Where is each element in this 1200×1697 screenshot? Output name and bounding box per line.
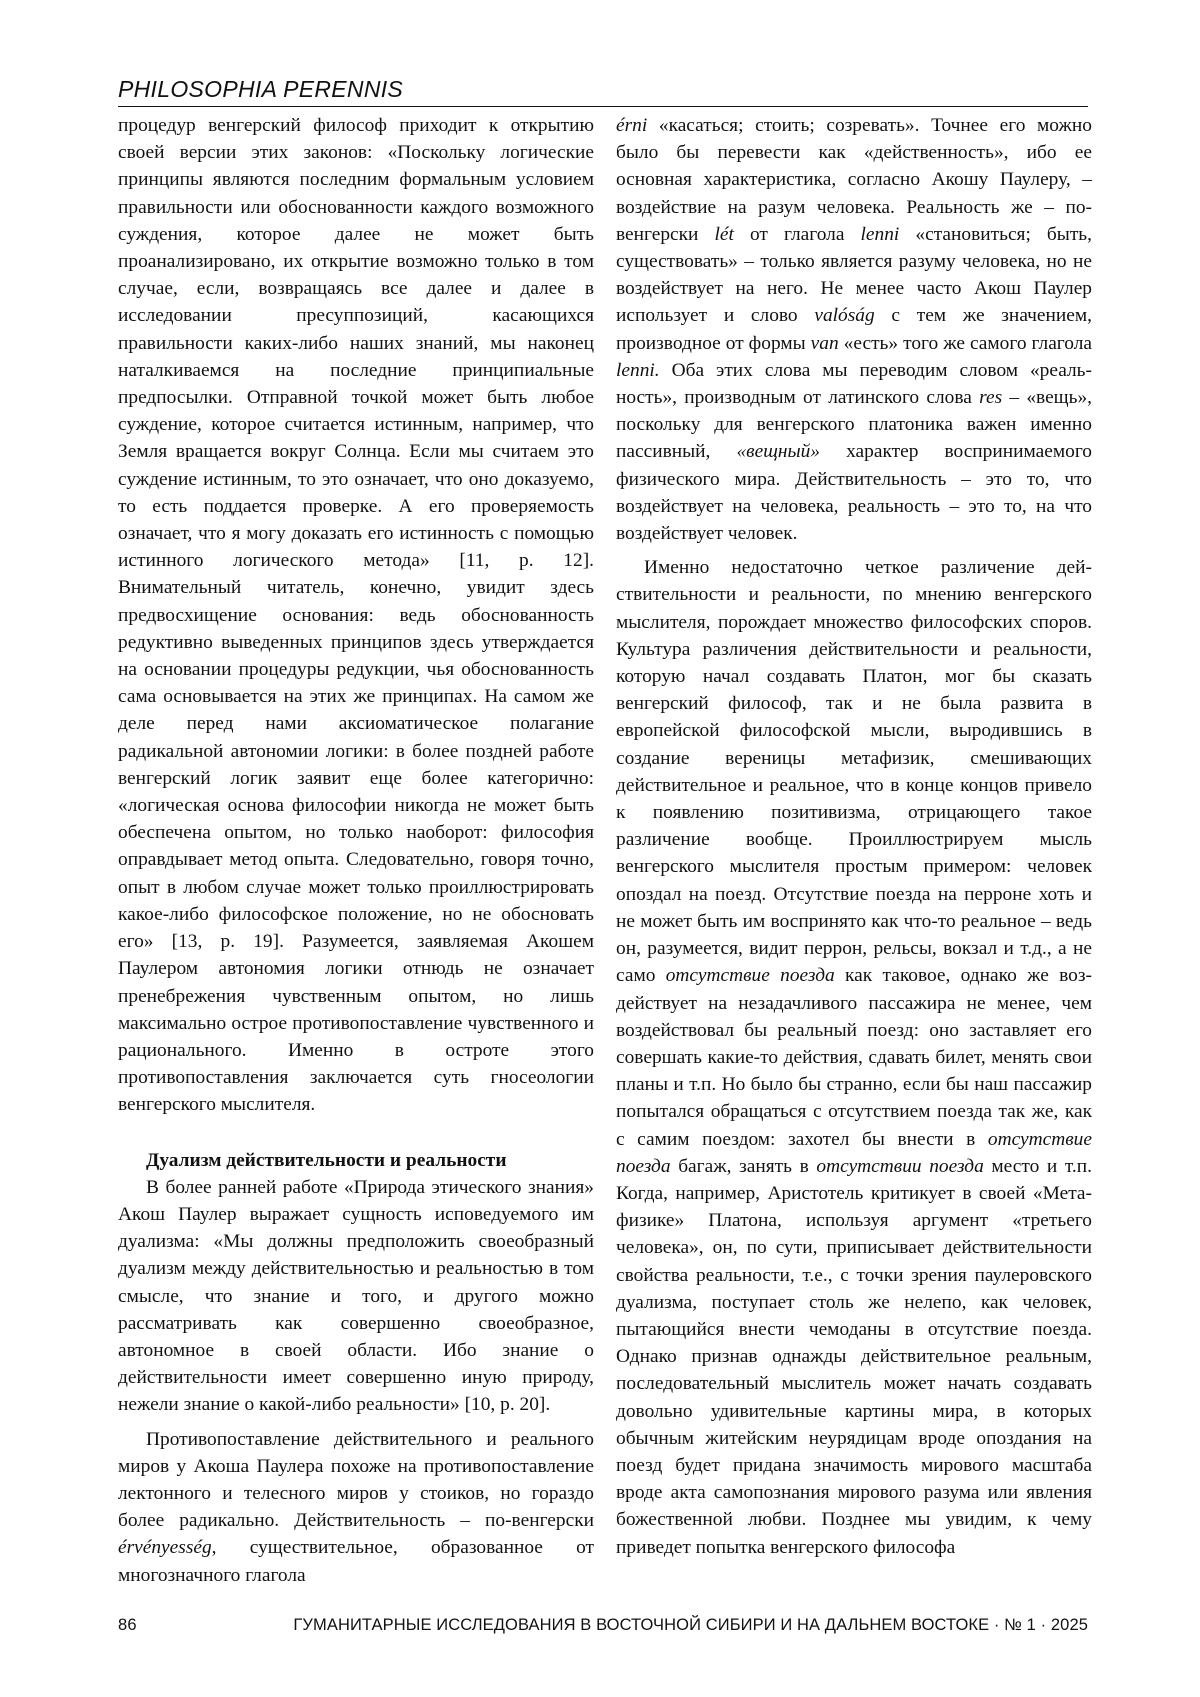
right-paragraph-1 — [616, 112, 1092, 547]
emphasis-term: отсутствие поезда — [665, 965, 835, 987]
page-footer — [118, 1616, 1088, 1635]
text-run: , существительное, образованное от многозначного глагола — [118, 1537, 594, 1586]
right-paragraph-2 — [616, 554, 1092, 1561]
left-paragraph-1: процедур венгерский философ приходит к открытию своей версии этих законов: «Поскольку логические принципы являются последним формальным условием правильности или обоснованности каждого возможного суждения, которое далее не может быть проанализировано, их открытие возможно только в том случае, если, возвращаясь все далее и далее в исследовании пресуппозиций, касающихся правильности каких-либо наших знаний, мы наконец наталкиваемся на последние принципиальные предпосылки. Отправной точкой может быть любое суждение, которое считается истинным, например, что Земля вращается вокруг Солнца. Если мы считаем это суждение истинным, то это означает, что оно доказуемо, то есть поддается проверке. А его проверяемость означает, что я могу доказать его истинность с помощью истинного логического метода» [11, p. 12]. Внимательный читатель, конечно, увидит здесь предвосхищение основания: ведь обоснованность редуктивно выведенных принципов здесь утверждается на основании процедуры редукции, чья обоснованность сама основывается на этих же принципах. На самом же деле перед нами аксиоматическое полагание радикальной автономии логики: в более поздней работе венгерский логик заявит еще более категорично: «логическая основа философии никогда не может быть обеспечена опытом, но только наоборот: философия оправдывает метод опыта. Следовательно, говоря точно, опыт в любом случае может только проиллюстрировать какое-либо философское положение, но не обосновать его» [13, p. 19]. Разумеется, заявляемая Акошем Паулером автономия логики отнюдь не означает пренебрежения чувственным опытом, но лишь максимально острое противопоставление чувственного и рационального. Именно в остроте этого противопоставления заключается суть гносеологии венгерского мыслителя. — [118, 115, 594, 1116]
running-title: PHILOSOPHIA PERENNIS — [118, 76, 404, 102]
header-rule — [118, 106, 1088, 107]
left-column — [118, 112, 594, 1589]
text-run: Именно недостаточно четкое различение действительности и реальности, по мнению венгерского мыслителя, порождает множество философских споров. Культура различения действительности и реальности, которую начал создавать Платон, мог бы сказать венгерский философ, так и не была развита в европейской философской мысли, выродившись в создание вереницы метафизик, смешивающих действительное и реальное, что в конце концов привело к появлению позитивизма, отрицающего такое различение вообще. Проиллюстрируем мысль венгерского мыслителя простым примером: человек опоздал на поезд. Отсутствие поезда на перроне хоть и не может быть им воспринято как что-то реальное – ведь он, разумеется, видит перрон, рельсы, вокзал и т.д., а не само — [616, 557, 1092, 987]
text-run: с тем же значением, производное от формы — [616, 305, 1092, 354]
hungarian-term: van — [810, 332, 839, 354]
hungarian-term: valóság — [814, 305, 875, 327]
hungarian-term: lenni — [860, 223, 900, 245]
hungarian-term: érvényesség — [118, 1537, 212, 1559]
text-run: характер воспринимаемого физического мира. Действительность – это то, что воздействует на человека, реальность – это то, на что воздействует человек. — [616, 441, 1092, 545]
section-heading: Дуализм действительности и реальности — [146, 1149, 507, 1171]
text-run: Оба этих слова мы переводим словом «реальность», производным от латинского слова — [616, 359, 1092, 409]
text-run: «есть» того же самого глагола — [838, 332, 1092, 354]
text-run: как таковое, однако же воздействует на незадачливого пассажира не менее, чем воздействовал бы реальный поезд: оно заставляет его совершать какие-то действия, сдавать билет, менять свои планы и т.п. Но было бы странно, если бы наш пассажир попытался обращаться с отсутствием поезда так же, как с самим поездом: захотел бы внести в — [616, 965, 1093, 1150]
latin-term: res — [979, 387, 1003, 409]
text-run: «становиться; быть, существовать» – только является разуму человека, но не воздействует на него. Не менее часто Акош Паулер использует и слово — [616, 223, 1092, 327]
page-number: 86 — [118, 1616, 137, 1634]
emphasis-term: «вещный» — [736, 441, 820, 463]
text-run: место и т.п. Когда, например, Аристотель критикует в своей «Метафизике» Платона, используя аргумент «третьего человека», он, по сути, приписывает действительности свойства реальности, т.е., с точки зрения паулеровского дуализма, поступает столь же нелепо, как человек, пытающийся внести чемоданы в отсутствие поезда. Однако признав однажды действительное реальным, последовательный мыслитель может начать создавать довольно удивительные картины мира, в которых обычным житейским неурядицам вроде опоздания на поезд будет придана значимость мирового масштаба вроде акта самопознания мирового разума или явления божественной любви. Позднее мы увидим, к чему приведет попытка венгерского философа — [616, 1155, 1093, 1558]
emphasis-term: отсутствие поезда — [616, 1128, 1092, 1177]
left-paragraph-3 — [118, 1426, 594, 1589]
hungarian-term: lenni. — [616, 359, 660, 381]
journal-title: ГУМАНИТАРНЫЕ ИССЛЕДОВАНИЯ В ВОСТОЧНОЙ СИБИРИ И НА ДАЛЬНЕМ ВОСТОКЕ · № 1 · 2025 — [293, 1616, 1088, 1634]
text-run: от глагола — [733, 223, 861, 245]
text-run: – «вещь», поскольку для венгерского платоника важен именно пассивный, — [616, 387, 1092, 463]
right-column — [616, 112, 1092, 1561]
text-run: багаж, занять в — [670, 1155, 817, 1177]
hungarian-term: lét — [714, 223, 734, 245]
text-run: Противопоставление действительного и реального миров у Акоша Паулера похоже на противопоставление лектонного и телесного миров у стоиков, но гораздо более радикально. Действительность – по-венгерски — [118, 1428, 594, 1532]
text-run: «касаться; стоить; созревать». Точнее его можно было бы перевести как «действенность», ибо ее основная характеристика, согласно Акошу Паулеру, – воздействие на разум человека. Реальность же – по-венгерски — [616, 115, 1092, 245]
emphasis-term: отсутствии поезда — [816, 1155, 984, 1177]
hungarian-term: érni — [616, 115, 648, 136]
left-paragraph-2: В более ранней работе «Природа этического знания» Акош Паулер выражает сущность исповедуемого им дуализма: «Мы должны предположить своеобразный дуализм между действительностью и реальностью в том смысле, что знание и того, и другого можно рассматривать как совершенно своеобразное, автономное в своей области. Ибо знание о действительности имеет совершенно иную природу, нежели знание о какой-либо реальности» [10, p. 20]. — [118, 1176, 594, 1416]
